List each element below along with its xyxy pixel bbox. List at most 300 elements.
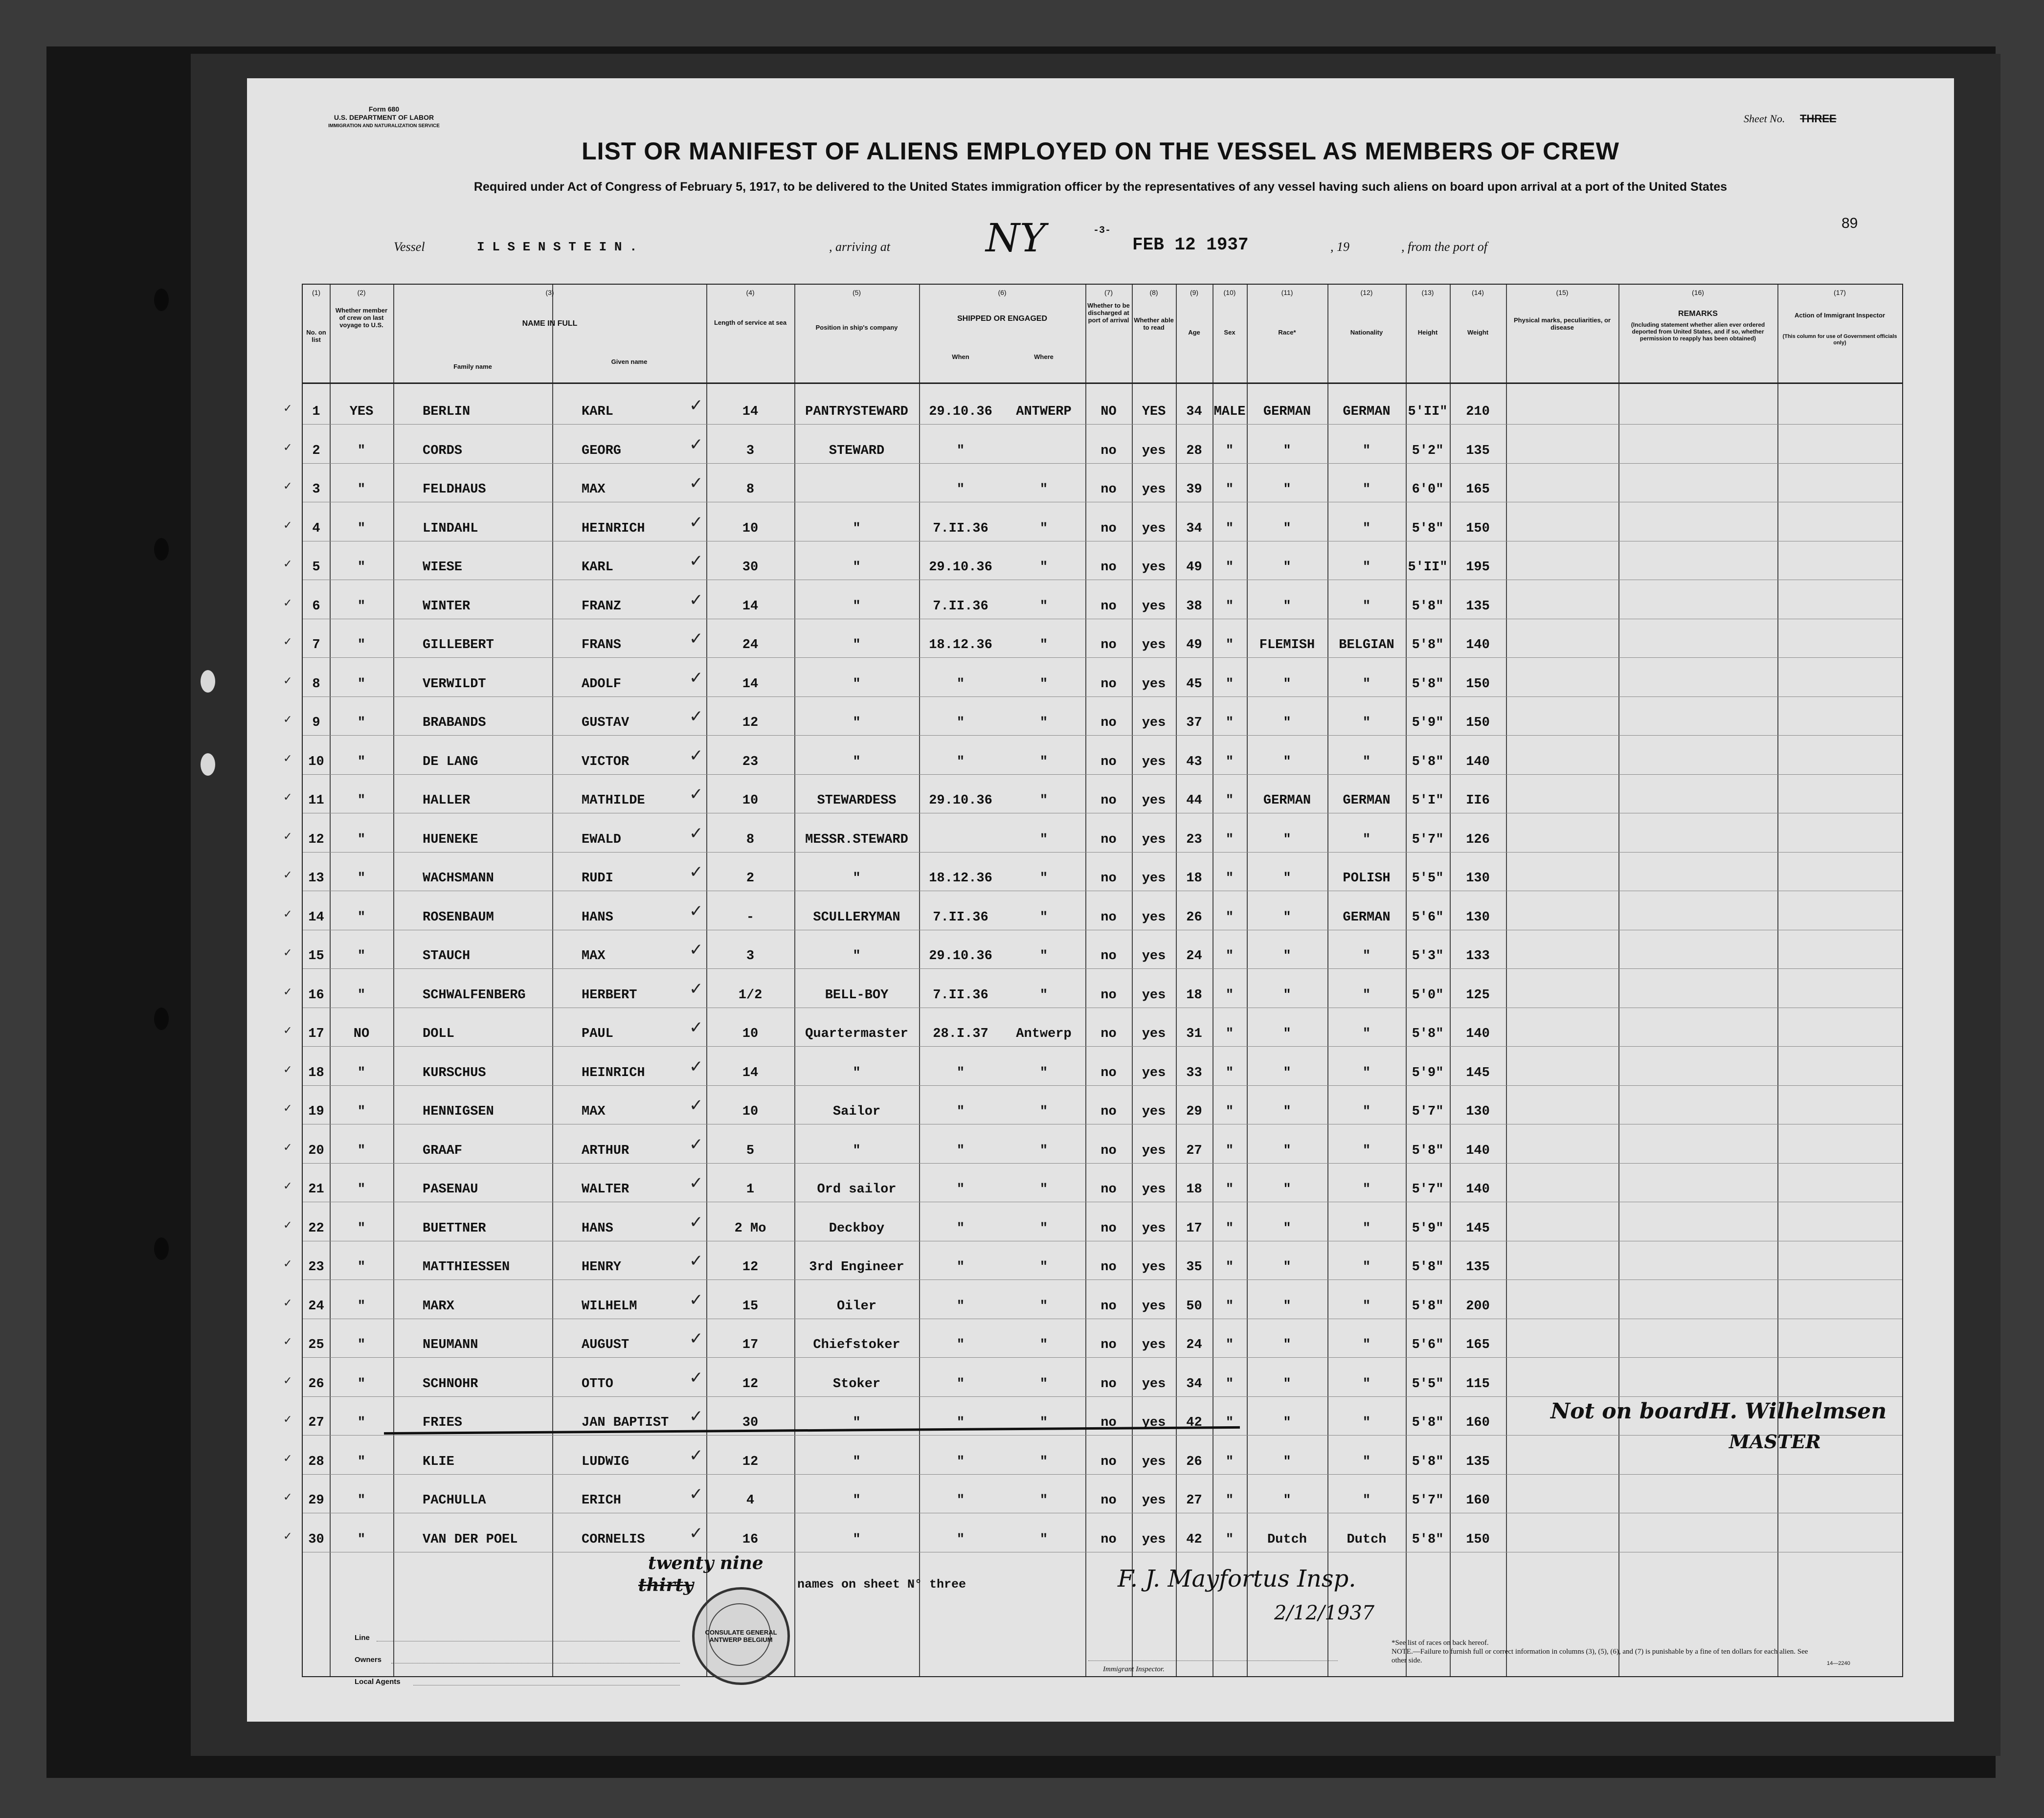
cell-position: " — [853, 1065, 861, 1080]
cell-age: 35 — [1186, 1260, 1202, 1275]
cell-weight: 135 — [1466, 1454, 1490, 1469]
margin-tick-icon: ✓ — [283, 1491, 292, 1504]
cell-read: yes — [1142, 871, 1166, 886]
cell-where: " — [1039, 638, 1048, 652]
cell-race: " — [1283, 1454, 1291, 1469]
cell-prev: " — [357, 521, 366, 536]
cell-where: " — [1039, 1338, 1048, 1352]
page-subtitle: Required under Act of Congress of February 5, 1917, to be delivered to the United States immigration officer by the representatives of any vessel having such aliens on board upon arrival at a port of the United States — [473, 180, 1728, 194]
cell-given: RUDI — [582, 871, 613, 886]
cell-age: 44 — [1186, 793, 1202, 808]
cell-when: " — [956, 1532, 965, 1547]
cell-weight: 126 — [1466, 832, 1490, 847]
cell-read: yes — [1142, 676, 1166, 692]
cell-n: 12 — [308, 832, 324, 847]
cell-length: 10 — [742, 521, 759, 536]
cell-when: " — [956, 1221, 965, 1236]
cell-family: FRIES — [423, 1415, 463, 1430]
cell-prev: YES — [349, 404, 374, 419]
margin-tick-icon: ✓ — [283, 1180, 292, 1192]
cell-given: HANS — [582, 910, 613, 925]
cell-length: 1/2 — [738, 988, 763, 1003]
cell-age: 45 — [1186, 676, 1202, 692]
cell-age: 18 — [1186, 871, 1202, 886]
cell-n: 26 — [308, 1376, 324, 1392]
cell-race: " — [1283, 1065, 1291, 1080]
cell-age: 49 — [1186, 560, 1202, 575]
cell-weight: 165 — [1466, 1338, 1490, 1352]
cell-age: 27 — [1186, 1143, 1202, 1158]
cell-disch: no — [1101, 1376, 1117, 1392]
margin-tick-icon: ✓ — [283, 1374, 292, 1387]
cell-given: OTTO — [582, 1376, 613, 1392]
cell-read: yes — [1142, 832, 1166, 847]
cell-when: " — [956, 676, 965, 692]
row-rule — [303, 1085, 1902, 1086]
cell-where: " — [1039, 1260, 1048, 1275]
cell-disch: no — [1101, 1454, 1117, 1469]
cell-given: HEINRICH — [582, 521, 645, 536]
cell-nat: GERMAN — [1343, 404, 1391, 419]
cell-prev: " — [357, 1338, 366, 1352]
cell-read: yes — [1142, 1027, 1166, 1041]
cell-where: " — [1039, 1493, 1048, 1508]
cell-nat: " — [1362, 1027, 1371, 1041]
cell-read: yes — [1142, 1182, 1166, 1197]
cell-height: 5'5" — [1412, 1376, 1444, 1392]
form-code: 14—2240 — [1827, 1661, 1850, 1666]
col-num: (9) — [1190, 289, 1199, 296]
check-mark-icon: ✓ — [689, 1484, 703, 1504]
cell-weight: 130 — [1466, 871, 1490, 886]
header-crew-last-voyage: Whether member of crew on last voyage to U.S. — [335, 307, 388, 329]
cell-length: 12 — [742, 1260, 759, 1275]
cell-prev: " — [357, 1415, 366, 1430]
cell-length: 14 — [742, 404, 759, 419]
cell-position: MESSR.STEWARD — [805, 832, 908, 847]
cell-prev: " — [357, 599, 366, 614]
cell-family: GILLEBERT — [423, 638, 494, 652]
cell-prev: " — [357, 638, 366, 652]
cell-length: 2 Mo — [734, 1221, 766, 1236]
cell-sex: " — [1225, 1493, 1234, 1508]
row-rule — [303, 1279, 1902, 1280]
cell-when: " — [956, 1182, 965, 1197]
cell-family: BERLIN — [423, 404, 471, 419]
check-mark-icon: ✓ — [689, 473, 703, 493]
cell-sex: " — [1225, 1299, 1234, 1314]
check-mark-icon: ✓ — [689, 1056, 703, 1077]
cell-age: 26 — [1186, 910, 1202, 925]
cell-nat: " — [1362, 560, 1371, 575]
cell-n: 11 — [308, 793, 324, 808]
cell-weight: 115 — [1466, 1376, 1490, 1392]
cell-n: 1 — [312, 404, 320, 419]
cell-height: 5'8" — [1412, 676, 1444, 692]
cell-position: " — [853, 521, 861, 536]
cell-where: " — [1039, 1376, 1048, 1392]
col-num: (3) — [545, 289, 554, 296]
cell-n: 21 — [308, 1182, 324, 1197]
cell-n: 5 — [312, 560, 320, 575]
cell-disch: no — [1101, 1221, 1117, 1236]
cell-read: yes — [1142, 1338, 1166, 1352]
cell-race: " — [1283, 949, 1291, 964]
cell-disch: no — [1101, 1182, 1117, 1197]
cell-weight: 160 — [1466, 1493, 1490, 1508]
cell-position: STEWARDESS — [817, 793, 897, 808]
col-num: (14) — [1472, 289, 1484, 296]
cell-nat: " — [1362, 1454, 1371, 1469]
cell-family: LINDAHL — [423, 521, 478, 536]
cell-when: 29.10.36 — [929, 949, 992, 964]
check-mark-icon: ✓ — [689, 1445, 703, 1465]
cell-n: 17 — [308, 1027, 324, 1041]
cell-weight: 135 — [1466, 443, 1490, 458]
cell-weight: 210 — [1466, 404, 1490, 419]
margin-tick-icon: ✓ — [283, 1336, 292, 1348]
cell-sex: " — [1225, 988, 1234, 1003]
cell-weight: 150 — [1466, 676, 1490, 692]
cell-where: " — [1039, 716, 1048, 730]
cell-height: 5'6" — [1412, 1338, 1444, 1352]
cell-weight: 140 — [1466, 1143, 1490, 1158]
cell-read: yes — [1142, 1143, 1166, 1158]
cell-given: GEORG — [582, 443, 622, 458]
cell-length: 10 — [742, 1027, 759, 1041]
cell-given: MAX — [582, 1104, 606, 1119]
cell-disch: no — [1101, 832, 1117, 847]
inspector-date: 2/12/1937 — [1274, 1602, 1375, 1624]
cell-weight: 125 — [1466, 988, 1490, 1003]
header-position: Position in ship's company — [815, 324, 898, 331]
cell-race: " — [1283, 754, 1291, 769]
cell-read: yes — [1142, 1065, 1166, 1080]
cell-race: " — [1283, 988, 1291, 1003]
cell-when: 29.10.36 — [929, 560, 992, 575]
header-action-sub: (This column for use of Government officials only) — [1782, 334, 1897, 346]
cell-given: HERBERT — [582, 988, 637, 1003]
cell-age: 34 — [1186, 1376, 1202, 1392]
cell-age: 37 — [1186, 716, 1202, 730]
row-rule — [303, 1474, 1902, 1475]
cell-height: 5'0" — [1412, 988, 1444, 1003]
row-rule — [303, 1357, 1902, 1358]
cell-given: WILHELM — [582, 1299, 637, 1314]
cell-disch: no — [1101, 482, 1117, 497]
cell-length: 30 — [742, 1415, 759, 1430]
cell-height: 5'8" — [1412, 754, 1444, 769]
cell-weight: 140 — [1466, 754, 1490, 769]
cell-where: " — [1039, 832, 1048, 847]
cell-prev: " — [357, 988, 366, 1003]
cell-given: MAX — [582, 482, 606, 497]
form-number: Form 680 — [368, 105, 400, 113]
cell-when: " — [956, 1338, 965, 1352]
cell-age: 33 — [1186, 1065, 1202, 1080]
check-mark-icon: ✓ — [689, 823, 703, 843]
cell-weight: II6 — [1466, 793, 1490, 808]
cell-where: Antwerp — [1016, 1027, 1072, 1041]
cell-race: " — [1283, 1338, 1291, 1352]
check-mark-icon: ✓ — [689, 1096, 703, 1115]
cell-given: WALTER — [582, 1182, 629, 1197]
margin-tick-icon: ✓ — [283, 1219, 292, 1232]
cell-read: yes — [1142, 793, 1166, 808]
cell-when: " — [956, 1493, 965, 1508]
cell-race: " — [1283, 1415, 1291, 1430]
cell-weight: 150 — [1466, 1532, 1490, 1547]
arrival-date-stamp: FEB 12 1937 — [1132, 235, 1249, 255]
cell-read: YES — [1142, 404, 1166, 419]
row-rule — [303, 968, 1902, 969]
cell-family: STAUCH — [423, 949, 471, 964]
cell-position: " — [853, 1493, 861, 1508]
cell-height: 5'8" — [1412, 1415, 1444, 1430]
cell-length: 10 — [742, 1104, 759, 1119]
col-num: (6) — [998, 289, 1007, 296]
col-num: (15) — [1556, 289, 1569, 296]
cell-position: Quartermaster — [805, 1027, 908, 1041]
cell-weight: 200 — [1466, 1299, 1490, 1314]
cell-age: 24 — [1186, 949, 1202, 964]
cell-age: 42 — [1186, 1415, 1202, 1430]
cell-position: 3rd Engineer — [809, 1260, 904, 1275]
cell-position: " — [853, 560, 861, 575]
cell-when: 7.II.36 — [933, 988, 988, 1003]
cell-position: " — [853, 676, 861, 692]
cell-family: HALLER — [423, 793, 471, 808]
cell-family: CORDS — [423, 443, 463, 458]
header-remarks: REMARKS — [1678, 310, 1718, 318]
cell-nat: " — [1362, 1143, 1371, 1158]
cell-height: 5'8" — [1412, 599, 1444, 614]
cell-sex: " — [1225, 521, 1234, 536]
cell-length: 12 — [742, 1376, 759, 1392]
cell-weight: 140 — [1466, 1182, 1490, 1197]
footnote-penalty: NOTE.—Failure to furnish full or correct information in columns (3), (5), (6), and (7) is punishable by a fine of ten dollars for each alien. See other side. — [1392, 1648, 1808, 1664]
cell-position: " — [853, 949, 861, 964]
check-mark-icon: ✓ — [689, 1173, 703, 1193]
footer-agents-label: Local Agents — [355, 1678, 401, 1686]
cell-family: PASENAU — [423, 1182, 478, 1197]
cell-family: BRABANDS — [423, 716, 486, 730]
cell-read: yes — [1142, 638, 1166, 652]
cell-height: 5'I" — [1412, 793, 1444, 808]
cell-prev: " — [357, 1299, 366, 1314]
cell-disch: no — [1101, 521, 1117, 536]
cell-where: " — [1039, 754, 1048, 769]
margin-tick-icon: ✓ — [283, 869, 292, 881]
cell-where: " — [1039, 871, 1048, 886]
cell-n: 13 — [308, 871, 324, 886]
cell-race: " — [1283, 521, 1291, 536]
margin-tick-icon: ✓ — [283, 403, 292, 415]
cell-length: 12 — [742, 716, 759, 730]
cell-when: " — [956, 1260, 965, 1275]
cell-prev: " — [357, 793, 366, 808]
cell-length: 17 — [742, 1338, 759, 1352]
cell-when: " — [956, 754, 965, 769]
cell-when: " — [956, 443, 965, 458]
check-mark-icon: ✓ — [689, 1251, 703, 1271]
cell-race: FLEMISH — [1259, 638, 1315, 652]
cell-disch: no — [1101, 638, 1117, 652]
cell-position: Sailor — [832, 1104, 881, 1119]
cell-length: 8 — [746, 832, 755, 847]
cell-when: " — [956, 1299, 965, 1314]
cell-disch: no — [1101, 1027, 1117, 1041]
cell-where: " — [1039, 599, 1048, 614]
cell-sex: " — [1225, 1415, 1234, 1430]
cell-n: 10 — [308, 754, 324, 769]
cell-length: 14 — [742, 599, 759, 614]
cell-race: " — [1283, 832, 1291, 847]
cell-length: 30 — [742, 560, 759, 575]
col-num: (13) — [1421, 289, 1434, 296]
cell-race: " — [1283, 1376, 1291, 1392]
cell-n: 24 — [308, 1299, 324, 1314]
cell-position: PANTRYSTEWARD — [805, 404, 908, 419]
cell-position: " — [853, 754, 861, 769]
cell-age: 39 — [1186, 482, 1202, 497]
cell-weight: 150 — [1466, 521, 1490, 536]
cell-when: 18.12.36 — [929, 638, 992, 652]
cell-family: HUENEKE — [423, 832, 478, 847]
check-mark-icon: ✓ — [689, 862, 703, 882]
cell-given: AUGUST — [582, 1338, 629, 1352]
cell-nat: " — [1362, 1415, 1371, 1430]
cell-when: 28.I.37 — [933, 1027, 988, 1041]
cell-prev: " — [357, 482, 366, 497]
cell-prev: NO — [353, 1027, 370, 1041]
cell-prev: " — [357, 910, 366, 925]
cell-read: yes — [1142, 1299, 1166, 1314]
cell-prev: " — [357, 716, 366, 730]
cell-prev: " — [357, 1260, 366, 1275]
cell-given: CORNELIS — [582, 1532, 645, 1547]
cell-sex: " — [1225, 716, 1234, 730]
cell-weight: 165 — [1466, 482, 1490, 497]
cell-where: " — [1039, 1065, 1048, 1080]
cell-height: 5'8" — [1412, 1454, 1444, 1469]
cell-n: 16 — [308, 988, 324, 1003]
cell-read: yes — [1142, 949, 1166, 964]
page-title: LIST OR MANIFEST OF ALIENS EMPLOYED ON THE VESSEL AS MEMBERS OF CREW — [582, 137, 1619, 165]
col-num: (11) — [1281, 289, 1293, 296]
cell-length: 8 — [746, 482, 755, 497]
cell-family: VAN DER POEL — [423, 1532, 518, 1547]
cell-sex: " — [1225, 1454, 1234, 1469]
check-mark-icon: ✓ — [689, 707, 703, 726]
cell-height: 5'3" — [1412, 949, 1444, 964]
cell-nat: " — [1362, 1221, 1371, 1236]
cell-given: MATHILDE — [582, 793, 645, 808]
cell-prev: " — [357, 949, 366, 964]
cell-when: " — [956, 1065, 965, 1080]
cell-weight: 130 — [1466, 910, 1490, 925]
cell-given: HANS — [582, 1221, 613, 1236]
cell-prev: " — [357, 1143, 366, 1158]
check-mark-icon: ✓ — [689, 1212, 703, 1232]
cell-when: 29.10.36 — [929, 404, 992, 419]
row-rule — [303, 696, 1902, 697]
cell-when: 7.II.36 — [933, 910, 988, 925]
cell-length: 24 — [742, 638, 759, 652]
margin-tick-icon: ✓ — [283, 480, 292, 493]
cell-position: " — [853, 716, 861, 730]
cell-given: ADOLF — [582, 676, 622, 692]
cell-prev: " — [357, 754, 366, 769]
cell-race: GERMAN — [1263, 404, 1311, 419]
cell-nat: " — [1362, 988, 1371, 1003]
cell-sex: " — [1225, 910, 1234, 925]
cell-height: 5'8" — [1412, 1532, 1444, 1547]
cell-prev: " — [357, 1493, 366, 1508]
cell-disch: no — [1101, 1415, 1117, 1430]
cell-family: WINTER — [423, 599, 471, 614]
cell-where: " — [1039, 1532, 1048, 1547]
cell-family: DE LANG — [423, 754, 478, 769]
check-mark-icon: ✓ — [689, 1134, 703, 1154]
cell-age: 18 — [1186, 988, 1202, 1003]
cell-height: 5'2" — [1412, 443, 1444, 458]
margin-tick-icon: ✓ — [283, 986, 292, 998]
cell-race: " — [1283, 1143, 1291, 1158]
cell-height: 5'6" — [1412, 910, 1444, 925]
cell-family: BUETTNER — [423, 1221, 486, 1236]
cell-weight: 140 — [1466, 638, 1490, 652]
cell-position: " — [853, 871, 861, 886]
cell-sex: " — [1225, 638, 1234, 652]
cell-sex: " — [1225, 1260, 1234, 1275]
binder-hole — [154, 538, 169, 561]
cell-weight: 145 — [1466, 1221, 1490, 1236]
cell-n: 8 — [312, 676, 320, 692]
row-rule — [303, 774, 1902, 775]
cell-height: 6'0" — [1412, 482, 1444, 497]
cell-height: 5'7" — [1412, 1182, 1444, 1197]
cell-sex: " — [1225, 482, 1234, 497]
col-num: (8) — [1149, 289, 1158, 296]
cell-prev: " — [357, 676, 366, 692]
cell-given: MAX — [582, 949, 606, 964]
cell-position: Ord sailor — [817, 1182, 897, 1197]
cell-nat: " — [1362, 1104, 1371, 1119]
service-name: IMMIGRATION AND NATURALIZATION SERVICE — [328, 123, 440, 129]
cell-position: " — [853, 1143, 861, 1158]
check-mark-icon: ✓ — [689, 1407, 703, 1426]
header-no-on-list: No. on list — [306, 329, 326, 343]
cell-n: 18 — [308, 1065, 324, 1080]
cell-read: yes — [1142, 521, 1166, 536]
row-rule — [303, 1046, 1902, 1047]
cell-when: 7.II.36 — [933, 521, 988, 536]
cell-given: VICTOR — [582, 754, 629, 769]
col-num: (16) — [1692, 289, 1704, 296]
cell-length: 3 — [746, 443, 755, 458]
col-num: (7) — [1104, 289, 1113, 296]
cell-where: " — [1039, 1299, 1048, 1314]
margin-tick-icon: ✓ — [283, 558, 292, 570]
cell-given: KARL — [582, 560, 613, 575]
cell-prev: " — [357, 1454, 366, 1469]
cell-position: " — [853, 599, 861, 614]
cell-age: 34 — [1186, 404, 1202, 419]
col-num: (4) — [746, 289, 755, 296]
cell-nat: " — [1362, 676, 1371, 692]
cell-where: ANTWERP — [1016, 404, 1072, 419]
